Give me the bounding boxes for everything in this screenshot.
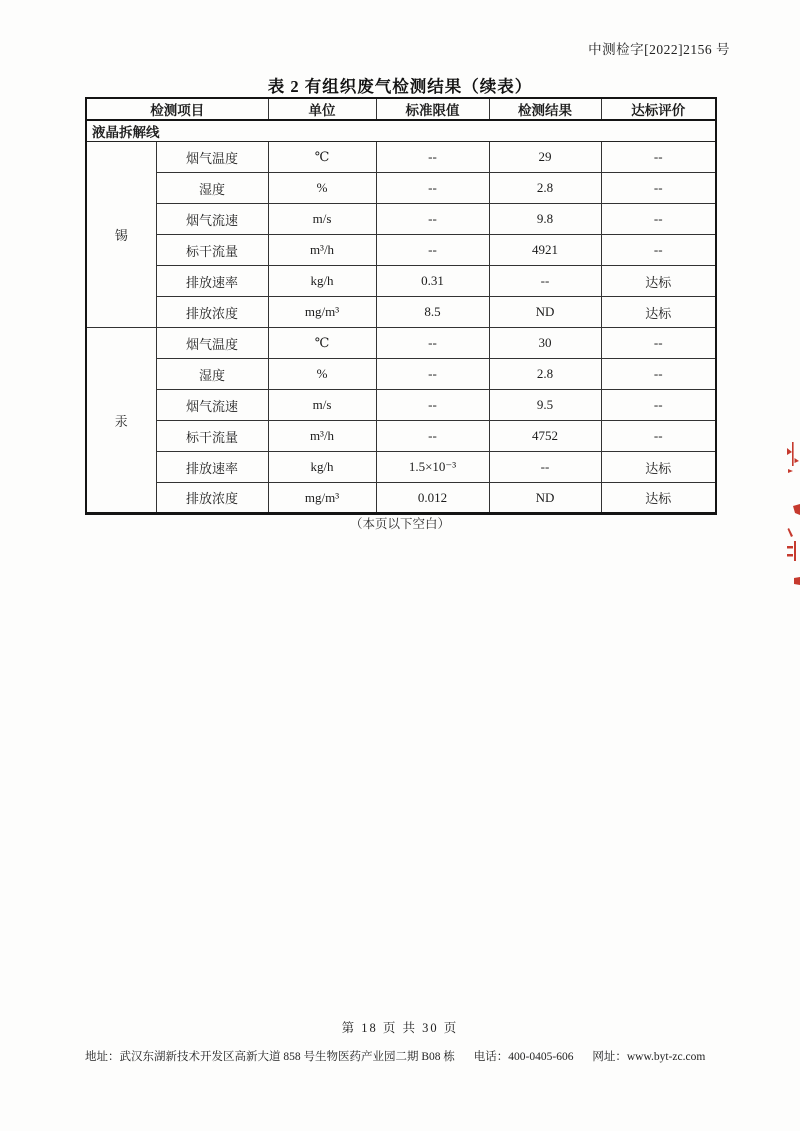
cell-evaluation: -- [601, 173, 716, 204]
cell-limit: -- [376, 359, 489, 390]
cell-evaluation: 达标 [601, 483, 716, 514]
cell-result: 9.8 [489, 204, 601, 235]
table-row [86, 390, 716, 421]
cell-unit: ℃ [268, 328, 376, 359]
cell-limit: -- [376, 328, 489, 359]
cell-item: 排放浓度 [156, 483, 268, 514]
footer-website: 网址：www.byt-zc.com [592, 1051, 706, 1063]
cell-evaluation: -- [601, 142, 716, 173]
table-title: 表 2 有组织废气检测结果（续表） [267, 77, 533, 96]
table-row [86, 359, 716, 390]
cell-item: 排放速率 [156, 452, 268, 483]
table-row [86, 235, 716, 266]
cell-limit: -- [376, 142, 489, 173]
table-header-row [86, 98, 716, 120]
cell-unit: kg/h [268, 266, 376, 297]
cell-result: 29 [489, 142, 601, 173]
table-row [86, 204, 716, 235]
col-header-limit: 标准限值 [376, 98, 489, 120]
cell-item: 标干流量 [156, 421, 268, 452]
group-label: 汞 [86, 328, 156, 514]
cell-item: 烟气流速 [156, 204, 268, 235]
table-row [86, 328, 716, 359]
table-row [86, 173, 716, 204]
cell-limit: 0.012 [376, 483, 489, 514]
doc-reference: 中测检字[2022]2156 号 [588, 42, 730, 57]
table-row [86, 266, 716, 297]
cell-limit: -- [376, 173, 489, 204]
table-row [86, 483, 716, 514]
cell-unit: m³/h [268, 235, 376, 266]
red-seal-fragment [784, 408, 800, 588]
cell-item: 湿度 [156, 359, 268, 390]
cell-evaluation: 达标 [601, 297, 716, 328]
cell-result: 30 [489, 328, 601, 359]
cell-result: 2.8 [489, 359, 601, 390]
cell-item: 标干流量 [156, 235, 268, 266]
cell-item: 烟气流速 [156, 390, 268, 421]
col-header-result: 检测结果 [489, 98, 601, 120]
cell-limit: 1.5×10⁻³ [376, 452, 489, 483]
page-number: 第 18 页 共 30 页 [341, 1021, 459, 1035]
cell-limit: -- [376, 204, 489, 235]
cell-evaluation: -- [601, 328, 716, 359]
cell-item: 排放速率 [156, 266, 268, 297]
cell-item: 烟气温度 [156, 142, 268, 173]
table-row [86, 421, 716, 452]
cell-unit: ℃ [268, 142, 376, 173]
cell-limit: 0.31 [376, 266, 489, 297]
cell-evaluation: -- [601, 359, 716, 390]
footer-contact [85, 1048, 785, 1064]
cell-unit: % [268, 173, 376, 204]
cell-limit: -- [376, 421, 489, 452]
cell-result: 2.8 [489, 173, 601, 204]
cell-result: 4921 [489, 235, 601, 266]
cell-item: 烟气温度 [156, 328, 268, 359]
cell-item: 排放浓度 [156, 297, 268, 328]
blank-note: （本页以下空白） [349, 517, 450, 531]
cell-unit: m³/h [268, 421, 376, 452]
cell-result: -- [489, 266, 601, 297]
table-row [86, 297, 716, 328]
cell-unit: mg/m³ [268, 483, 376, 514]
footer-phone: 电话：400-0405-606 [473, 1051, 574, 1063]
col-header-item: 检测项目 [86, 98, 268, 120]
table-row [86, 142, 716, 173]
footer-address: 地址：武汉东湖新技术开发区高新大道 858 号生物医药产业园二期 B08 栋 [85, 1051, 455, 1063]
table-body [86, 120, 716, 514]
cell-evaluation: 达标 [601, 266, 716, 297]
cell-limit: -- [376, 390, 489, 421]
cell-unit: kg/h [268, 452, 376, 483]
cell-unit: % [268, 359, 376, 390]
col-header-unit: 单位 [268, 98, 376, 120]
cell-result: -- [489, 452, 601, 483]
cell-unit: m/s [268, 204, 376, 235]
col-header-evaluation: 达标评价 [601, 98, 716, 120]
cell-evaluation: -- [601, 235, 716, 266]
cell-unit: mg/m³ [268, 297, 376, 328]
cell-result: 9.5 [489, 390, 601, 421]
cell-evaluation: -- [601, 421, 716, 452]
section-label: 液晶拆解线 [86, 120, 716, 142]
cell-evaluation: 达标 [601, 452, 716, 483]
cell-limit: 8.5 [376, 297, 489, 328]
cell-result: 4752 [489, 421, 601, 452]
cell-item: 湿度 [156, 173, 268, 204]
cell-result: ND [489, 483, 601, 514]
cell-unit: m/s [268, 390, 376, 421]
cell-result: ND [489, 297, 601, 328]
group-label: 锡 [86, 142, 156, 328]
cell-limit: -- [376, 235, 489, 266]
results-table [85, 97, 717, 515]
table-row [86, 452, 716, 483]
cell-evaluation: -- [601, 390, 716, 421]
section-row [86, 120, 716, 142]
cell-evaluation: -- [601, 204, 716, 235]
